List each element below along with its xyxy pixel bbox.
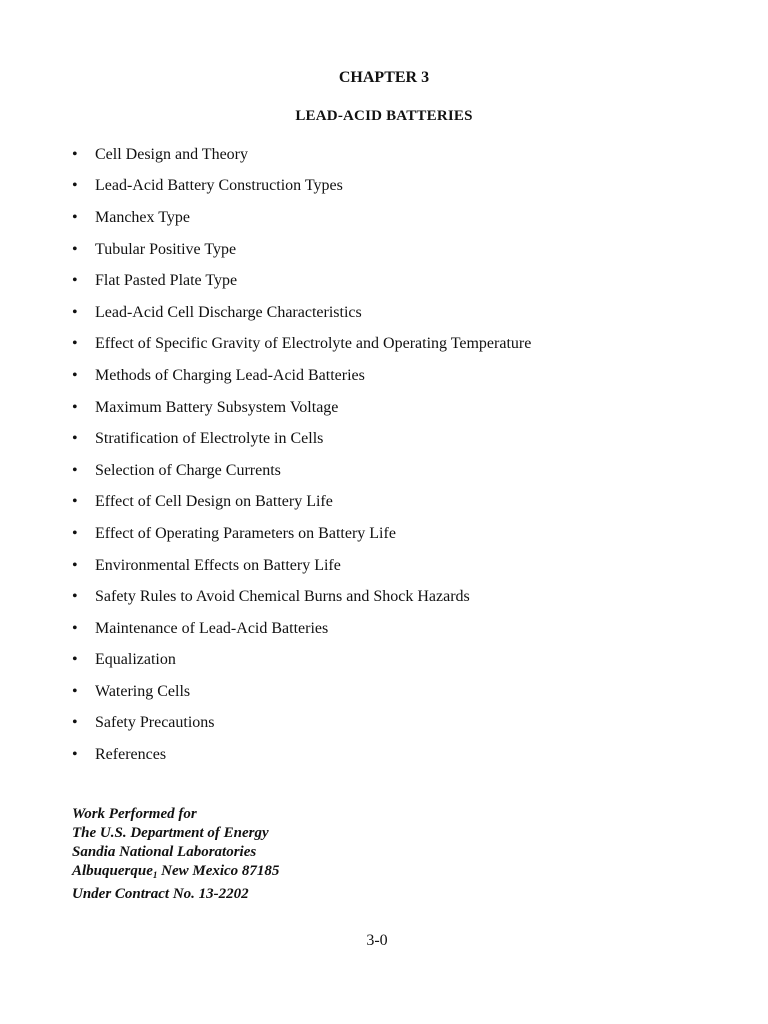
bullet-icon: • [72, 746, 78, 764]
bullet-icon: • [72, 208, 78, 226]
topic-label: Selection of Charge Currents [95, 461, 281, 479]
credits-location: New Mexico 87185 [157, 863, 280, 879]
topic-label: References [95, 746, 167, 764]
topic-item [72, 708, 531, 740]
topic-item [72, 613, 531, 645]
bullet-icon: • [72, 335, 78, 353]
topic-label: Environmental Effects on Battery Life [95, 556, 341, 574]
credits-block [72, 805, 279, 904]
topic-list [72, 139, 531, 771]
bullet-icon: • [72, 524, 78, 542]
bullet-icon: • [72, 556, 78, 574]
topic-item [72, 739, 531, 771]
topic-label: Safety Precautions [95, 714, 215, 732]
bullet-icon: • [72, 303, 78, 321]
bullet-icon: • [72, 461, 78, 479]
topic-label: Equalization [95, 651, 176, 669]
topic-item [72, 676, 531, 708]
topic-label: Effect of Operating Parameters on Battery Life [95, 524, 396, 542]
topic-item [72, 581, 531, 613]
bullet-icon: • [72, 619, 78, 637]
credits-line: Work Performed for [72, 806, 197, 822]
topic-item [72, 423, 531, 455]
chapter-title: LEAD-ACID BATTERIES [295, 108, 473, 124]
topic-item [72, 139, 531, 171]
bullet-icon: • [72, 366, 78, 384]
topic-label: Flat Pasted Plate Type [95, 272, 238, 290]
bullet-icon: • [72, 272, 78, 290]
bullet-icon: • [72, 430, 78, 448]
topic-item [72, 234, 531, 266]
topic-label: Safety Rules to Avoid Chemical Burns and Shock Hazards [95, 588, 470, 606]
credits-line: Under Contract No. 13-2202 [72, 886, 249, 902]
topic-item [72, 487, 531, 519]
bullet-icon: • [72, 588, 78, 606]
credits-subscript-mark: 1 [152, 870, 158, 880]
topic-label: Cell Design and Theory [95, 145, 249, 163]
credits-line: Sandia National Laboratories [72, 844, 257, 860]
page-number: 3-0 [366, 932, 388, 949]
topic-label: Watering Cells [95, 682, 191, 700]
topic-label: Manchex Type [95, 208, 190, 226]
bullet-icon: • [72, 177, 78, 195]
topic-label: Lead-Acid Battery Construction Types [95, 177, 343, 195]
topic-item [72, 329, 531, 361]
bullet-icon: • [72, 493, 78, 511]
bullet-icon: • [72, 682, 78, 700]
topic-item [72, 518, 531, 550]
topic-item [72, 265, 531, 297]
topic-item [72, 297, 531, 329]
topic-item [72, 550, 531, 582]
bullet-icon: • [72, 651, 78, 669]
topic-label: Tubular Positive Type [95, 240, 237, 258]
chapter-number: CHAPTER 3 [338, 69, 430, 86]
bullet-icon: • [72, 240, 78, 258]
bullet-icon: • [72, 145, 78, 163]
topic-label: Methods of Charging Lead-Acid Batteries [95, 366, 365, 384]
topic-label: Maximum Battery Subsystem Voltage [95, 398, 339, 416]
topic-label: Effect of Specific Gravity of Electrolyte and Operating Temperature [95, 335, 532, 353]
topic-item [72, 360, 531, 392]
topic-label: Stratification of Electrolyte in Cells [95, 430, 324, 448]
topic-item [72, 171, 531, 203]
topic-label: Effect of Cell Design on Battery Life [95, 493, 333, 511]
topic-label: Maintenance of Lead-Acid Batteries [95, 619, 329, 637]
topic-label: Lead-Acid Cell Discharge Characteristics [95, 303, 362, 321]
bullet-icon: • [72, 714, 78, 732]
credits-line [72, 862, 279, 885]
topic-item [72, 392, 531, 424]
credits-line: The U.S. Department of Energy [72, 825, 269, 841]
topic-item [72, 645, 531, 677]
topic-item [72, 202, 531, 234]
topic-item [72, 455, 531, 487]
credits-city: Albuquerque [72, 863, 153, 879]
bullet-icon: • [72, 398, 78, 416]
